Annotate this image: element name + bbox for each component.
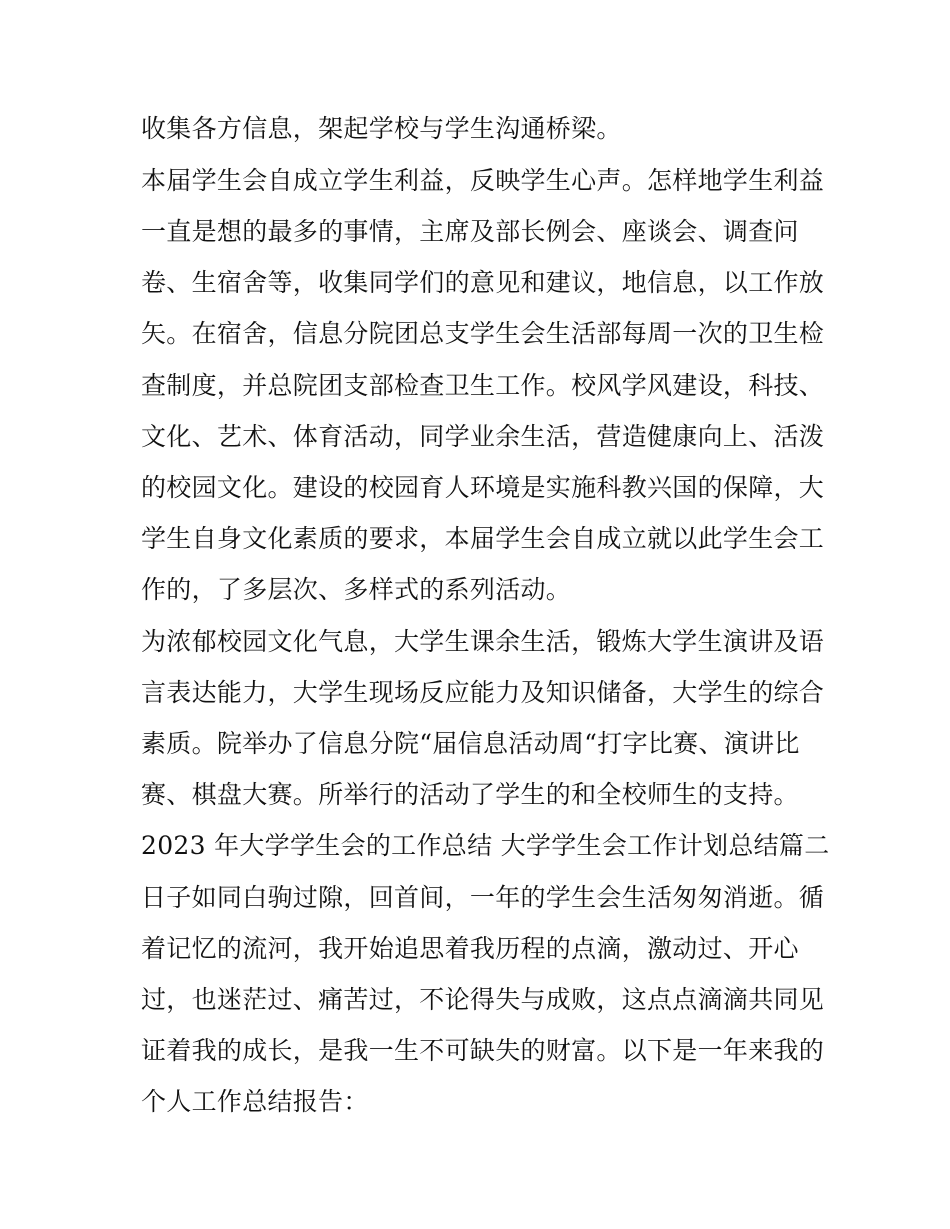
text-line: 日子如同白驹过隙，回首间，一年的学生会生活匆匆消逝。循	[141, 883, 825, 912]
text-line: 2023 年大学学生会的工作总结 大学学生会工作计划总结篇二	[141, 831, 830, 860]
text-line: 言表达能力，大学生现场反应能力及知识储备，大学生的综合	[141, 678, 825, 707]
text-line: 素质。院举办了信息分院“届信息活动周“打字比赛、演讲比	[141, 729, 800, 758]
text-line: 学生自身文化素质的要求，本届学生会自成立就以此学生会工	[141, 524, 825, 553]
text-line: 查制度，并总院团支部检查卫生工作。校风学风建设，科技、	[141, 371, 825, 400]
text-line: 矢。在宿舍，信息分院团总支学生会生活部每周一次的卫生检	[141, 319, 825, 348]
text-line: 一直是想的最多的事情，主席及部长例会、座谈会、调查问	[141, 217, 799, 246]
text-line: 为浓郁校园文化气息，大学生课余生活，锻炼大学生演讲及语	[141, 627, 825, 656]
text-line: 个人工作总结报告：	[141, 1087, 369, 1116]
text-line: 的校园文化。建设的校园育人环境是实施科教兴国的保障，大	[141, 473, 825, 502]
text-line: 赛、棋盘大赛。所举行的活动了学生的和全校师生的支持。	[141, 780, 799, 809]
text-line: 过，也迷茫过、痛苦过，不论得失与成败，这点点滴滴共同见	[141, 985, 825, 1014]
text-line: 文化、艺术、体育活动，同学业余生活，营造健康向上、活泼	[141, 422, 825, 451]
text-line: 作的，了多层次、多样式的系列活动。	[141, 575, 572, 604]
text-line: 卷、生宿舍等，收集同学们的意见和建议，地信息，以工作放	[141, 268, 825, 297]
text-line: 证着我的成长，是我一生不可缺失的财富。以下是一年来我的	[141, 1036, 825, 1065]
text-line: 收集各方信息，架起学校与学生沟通桥梁。	[141, 114, 622, 143]
text-line: 本届学生会自成立学生利益，反映学生心声。怎样地学生利益	[141, 166, 825, 195]
text-line: 着记忆的流河，我开始追思着我历程的点滴，激动过、开心	[141, 934, 799, 963]
